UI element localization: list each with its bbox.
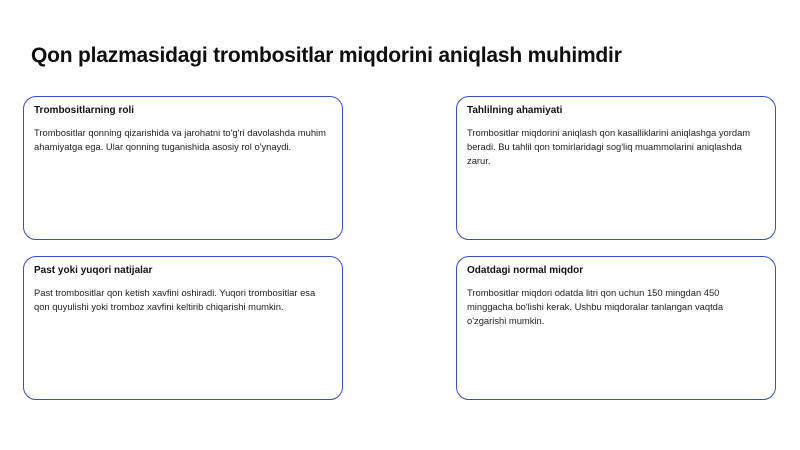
card-trombositlar-roli xyxy=(23,96,343,240)
card-normal-miqdor xyxy=(456,256,776,400)
card-heading: Trombositlarning roli xyxy=(34,105,135,116)
card-text: Past trombositlar qon ketish xavfini oshiradi. Yuqori trombositlar esa qon quyulishi yoki tromboz xavfini keltirib chiqarishi mumkin. xyxy=(34,287,316,312)
slide-title: Qon plazmasidagi trombositlar miqdorini aniqlash muhimdir xyxy=(31,44,622,67)
card-tahlil-ahamiyati xyxy=(456,96,776,240)
card-heading: Past yoki yuqori natijalar xyxy=(34,265,153,276)
card-heading: Tahlilning ahamiyati xyxy=(467,105,563,116)
card-past-yuqori-natijalar xyxy=(23,256,343,400)
card-text: Trombositlar miqdori odatda litri qon uchun 150 mingdan 450 minggacha bo'lishi kerak. Ushbu miqdoralar tanlangan vaqtda o'zgarishi mumkin. xyxy=(467,287,724,326)
card-heading: Odatdagi normal miqdor xyxy=(467,265,584,276)
card-text: Trombositlar miqdorini aniqlash qon kasalliklarini aniqlashga yordam beradi. Bu tahlil qon tomirlaridagi sog'liq muammolarini aniqlashda zarur. xyxy=(467,127,751,166)
card-text: Trombositlar qonning qizarishida va jarohatni to'g'ri davolashda muhim ahamiyatga ega. Ular qonning tuganishida asosiy rol o'ynaydi. xyxy=(34,127,326,152)
